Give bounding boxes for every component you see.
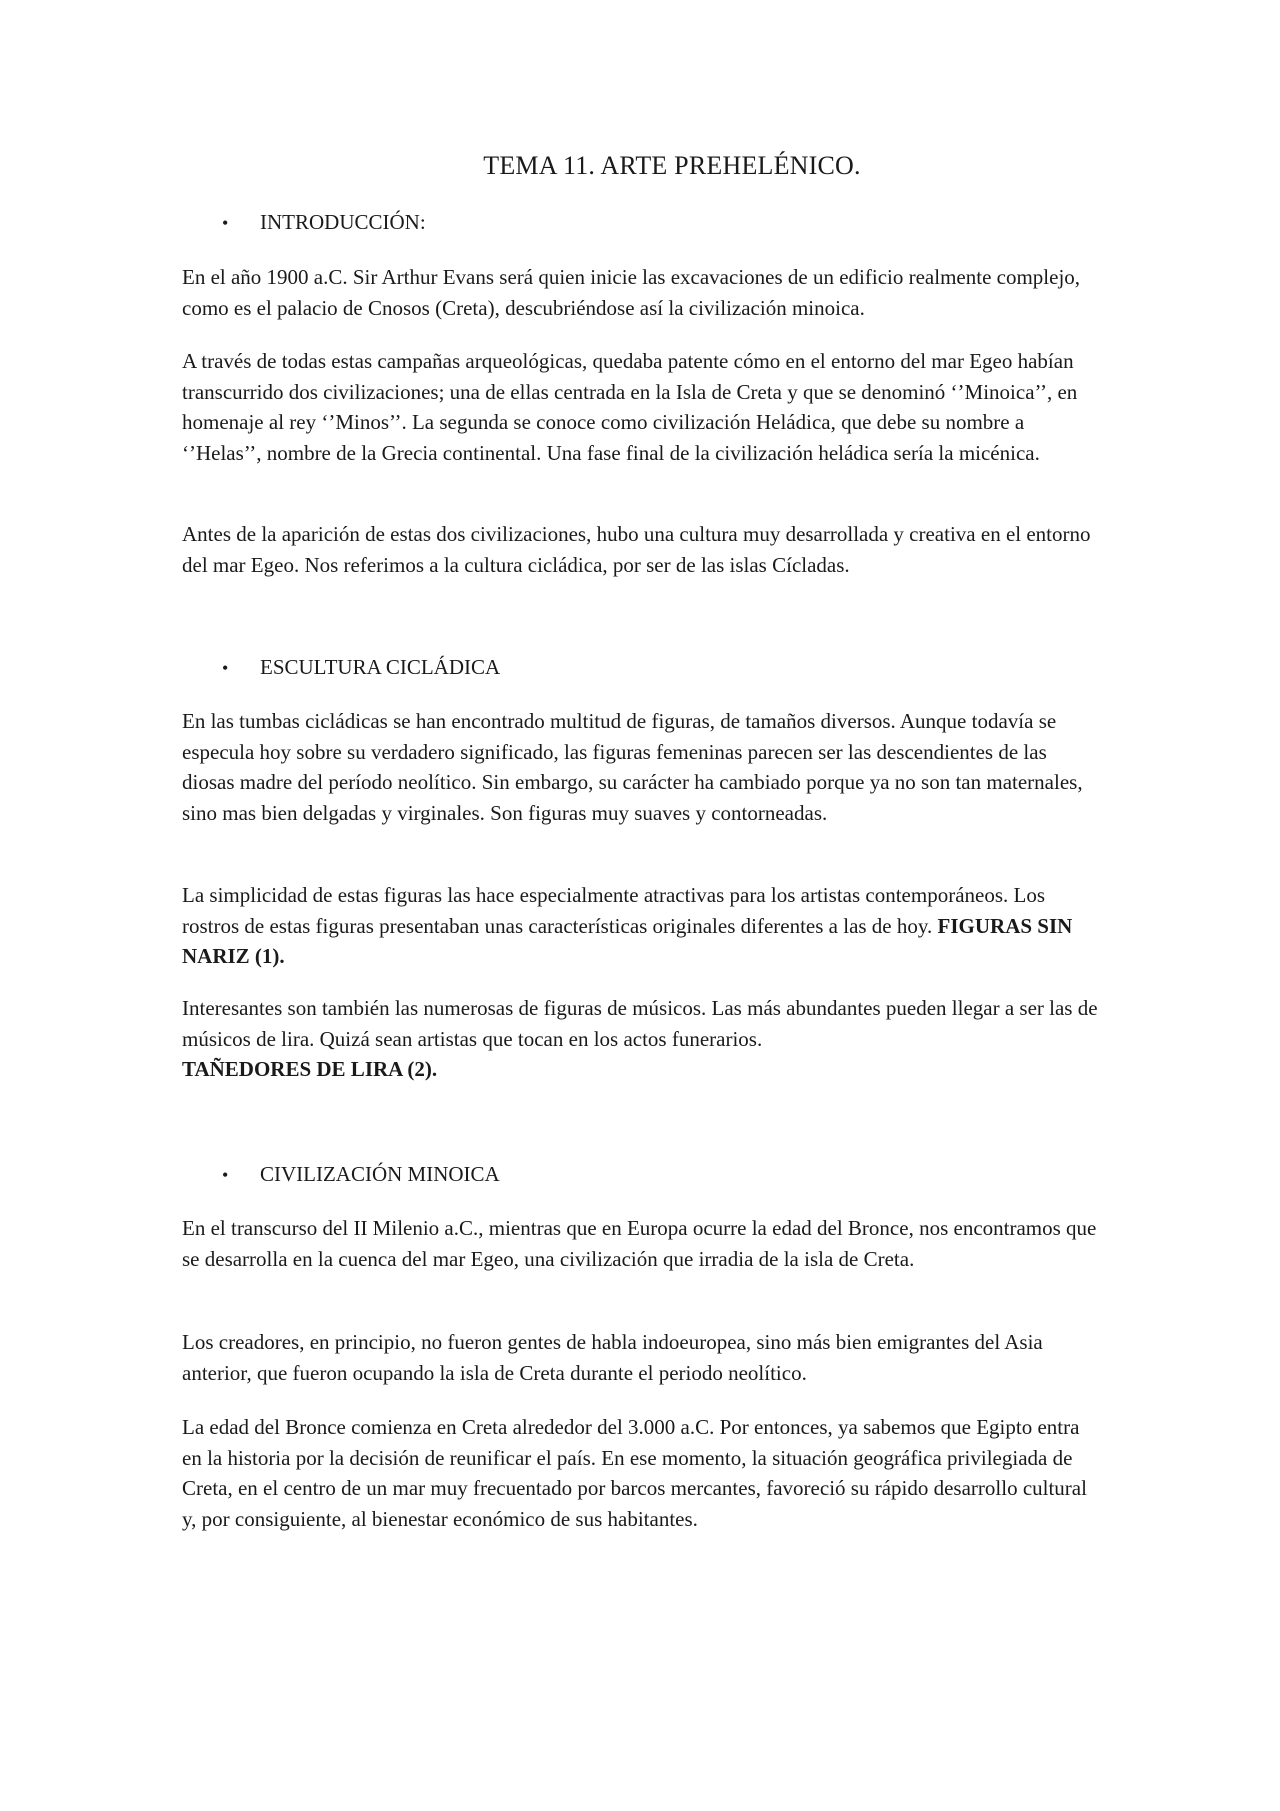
paragraph: Los creadores, en principio, no fueron gentes de habla indoeuropea, sino más bien emigrantes del Asia anterior, que fueron ocupando la isla de Creta durante el periodo neolítico. (182, 1330, 1043, 1385)
paragraph: En el transcurso del II Milenio a.C., mientras que en Europa ocurre la edad del Bronce, nos encontramos que se desarrolla en la cuenca del mar Egeo, una civilización que irradia de la isla de Creta. (182, 1216, 1097, 1271)
paragraph (182, 993, 1102, 1085)
section-heading-label: ESCULTURA CICLÁDICA (260, 655, 501, 679)
section-heading-label: INTRODUCCIÓN: (260, 210, 426, 234)
paragraph: Antes de la aparición de estas dos civilizaciones, hubo una cultura muy desarrollada y creativa en el entorno del mar Egeo. Nos referimos a la cultura cicládica, por ser de las islas Cícladas. (182, 522, 1091, 577)
figure-reference: TAÑEDORES DE LIRA (2). (182, 1057, 438, 1081)
document-title: TEMA 11. ARTE PREHELÉNICO. (483, 151, 861, 180)
figure-reference: FIGURAS SIN NARIZ (1). (182, 913, 1073, 968)
paragraph: En el año 1900 a.C. Sir Arthur Evans será quien inicie las excavaciones de un edificio realmente complejo, como es el palacio de Cnosos (Creta), descubriéndose así la civilización minoica. (182, 265, 1081, 320)
bullet-icon: • (222, 1165, 229, 1185)
paragraph: La edad del Bronce comienza en Creta alrededor del 3.000 a.C. Por entonces, ya sabemos que Egipto entra en la historia por la decisión de reunificar el país. En ese momento, la situación geográfica privilegiada de Creta, en el centro de un mar muy frecuentado por barcos mercantes, favoreció su rápido desarrollo cultural y, por consiguiente, al bienestar económico de sus habitantes. (182, 1415, 1087, 1531)
section-heading-label: CIVILIZACIÓN MINOICA (260, 1162, 500, 1186)
bullet-icon: • (222, 658, 229, 678)
paragraph-text: Interesantes son también las numerosas de figuras de músicos. Las más abundantes pueden llegar a ser las de músicos de lira. Quizá sean artistas que tocan en los actos funerarios. (182, 996, 1098, 1051)
paragraph (182, 880, 1102, 972)
paragraph: A través de todas estas campañas arqueológicas, quedaba patente cómo en el entorno del mar Egeo habían transcurrido dos civilizaciones; una de ellas centrada en la Isla de Creta y que se denominó ‘’Minoica’’, en homenaje al rey ‘’Minos’’. La segunda se conoce como civilización Heládica, que debe su nombre a ‘’Helas’’, nombre de la Grecia continental. Una fase final de la civilización heládica sería la micénica. (182, 349, 1078, 465)
section-heading-escultura-cicladica (182, 655, 500, 680)
paragraph-text: La simplicidad de estas figuras las hace especialmente atractivas para los artistas contemporáneos. Los rostros de estas figuras presentaban unas características originales diferentes a las de hoy. (182, 883, 1046, 938)
section-heading-introduccion (182, 210, 426, 235)
paragraph: En las tumbas cicládicas se han encontrado multitud de figuras, de tamaños diversos. Aunque todavía se especula hoy sobre su verdadero significado, las figuras femeninas parecen ser las descendientes de las diosas madre del período neolítico. Sin embargo, su carácter ha cambiado porque ya no son tan maternales, sino mas bien delgadas y virginales. Son figuras muy suaves y contorneadas. (182, 709, 1083, 825)
section-heading-civilizacion-minoica (182, 1162, 500, 1187)
bullet-icon: • (222, 213, 229, 233)
